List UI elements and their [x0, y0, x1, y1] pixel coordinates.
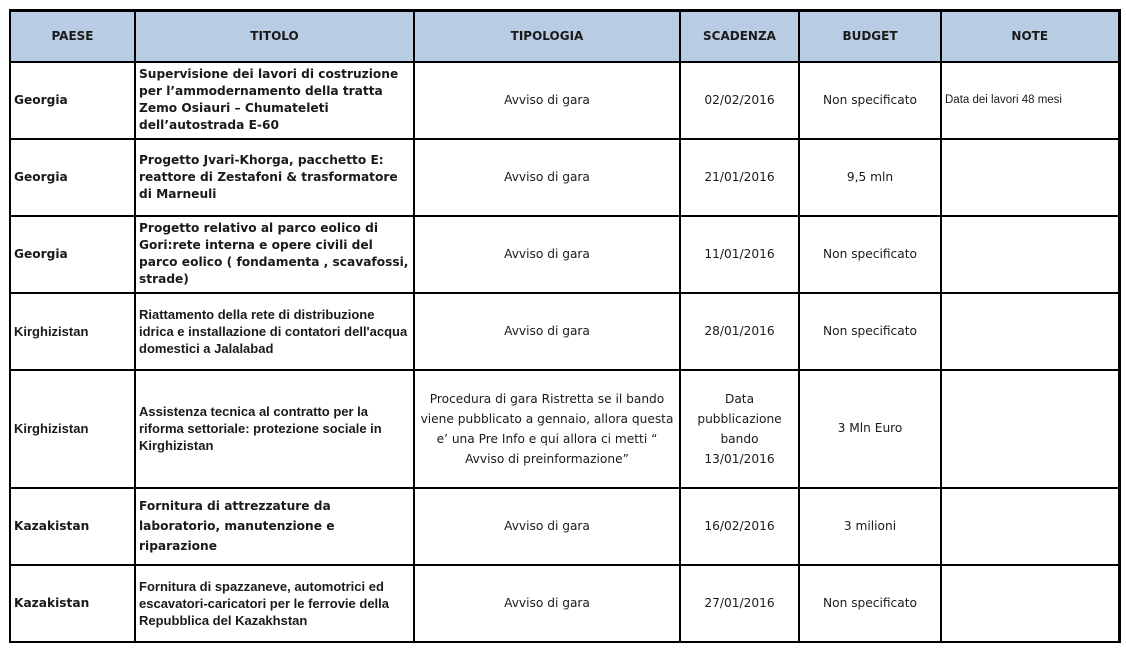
header-note: NOTE — [941, 11, 1119, 62]
header-paese: PAESE — [10, 11, 135, 62]
table-row — [10, 370, 1119, 488]
cell-titolo: Fornitura di attrezzature da laboratorio, manutenzione e riparazione — [135, 488, 414, 565]
cell-note: Data dei lavori 48 mesi — [941, 62, 1119, 139]
cell-budget: 3 milioni — [799, 488, 941, 565]
cell-scadenza: 11/01/2016 — [680, 216, 799, 293]
table-row — [10, 139, 1119, 216]
cell-tipologia: Avviso di gara — [414, 139, 680, 216]
cell-scadenza: 16/02/2016 — [680, 488, 799, 565]
cell-titolo: Assistenza tecnica al contratto per la riforma settoriale: protezione sociale in Kirghizistan — [135, 370, 414, 488]
header-titolo: TITOLO — [135, 11, 414, 62]
cell-scadenza: 02/02/2016 — [680, 62, 799, 139]
cell-paese: Georgia — [10, 139, 135, 216]
table-row — [10, 62, 1119, 139]
cell-note — [941, 293, 1119, 370]
header-budget: BUDGET — [799, 11, 941, 62]
cell-budget: 3 Mln Euro — [799, 370, 941, 488]
cell-titolo: Fornitura di spazzaneve, automotrici ed escavatori-caricatori per le ferrovie della Repubblica del Kazakhstan — [135, 565, 414, 642]
cell-paese: Georgia — [10, 216, 135, 293]
cell-scadenza: 27/01/2016 — [680, 565, 799, 642]
cell-budget: Non specificato — [799, 565, 941, 642]
tenders-table — [9, 9, 1121, 643]
cell-tipologia: Avviso di gara — [414, 62, 680, 139]
cell-paese: Kirghizistan — [10, 370, 135, 488]
cell-note — [941, 488, 1119, 565]
cell-note — [941, 216, 1119, 293]
cell-scadenza: Data pubblicazione bando 13/01/2016 — [680, 370, 799, 488]
cell-titolo: Progetto relativo al parco eolico di Gori:rete interna e opere civili del parco eolico ( fondamenta , scavafossi, strade) — [135, 216, 414, 293]
table-row — [10, 488, 1119, 565]
header-scadenza: SCADENZA — [680, 11, 799, 62]
cell-tipologia: Avviso di gara — [414, 216, 680, 293]
header-tipologia: TIPOLOGIA — [414, 11, 680, 62]
table-row — [10, 216, 1119, 293]
cell-budget: Non specificato — [799, 293, 941, 370]
cell-tipologia: Avviso di gara — [414, 293, 680, 370]
cell-note — [941, 565, 1119, 642]
cell-paese: Kazakistan — [10, 565, 135, 642]
cell-note — [941, 139, 1119, 216]
cell-note — [941, 370, 1119, 488]
header-row — [10, 11, 1119, 62]
table-row — [10, 565, 1119, 642]
cell-budget: Non specificato — [799, 216, 941, 293]
cell-tipologia: Avviso di gara — [414, 565, 680, 642]
cell-paese: Kazakistan — [10, 488, 135, 565]
cell-scadenza: 21/01/2016 — [680, 139, 799, 216]
cell-titolo: Progetto Jvari-Khorga, pacchetto E: reattore di Zestafoni & trasformatore di Marneuli — [135, 139, 414, 216]
cell-paese: Kirghizistan — [10, 293, 135, 370]
cell-paese: Georgia — [10, 62, 135, 139]
table-row — [10, 293, 1119, 370]
cell-budget: 9,5 mln — [799, 139, 941, 216]
cell-tipologia: Procedura di gara Ristretta se il bando viene pubblicato a gennaio, allora questa e’ una Pre Info e qui allora ci metti “ Avviso di preinformazione” — [414, 370, 680, 488]
cell-tipologia: Avviso di gara — [414, 488, 680, 565]
cell-scadenza: 28/01/2016 — [680, 293, 799, 370]
cell-budget: Non specificato — [799, 62, 941, 139]
cell-titolo: Riattamento della rete di distribuzione idrica e installazione di contatori dell'acqua domestici a Jalalabad — [135, 293, 414, 370]
cell-titolo: Supervisione dei lavori di costruzione per l’ammodernamento della tratta Zemo Osiauri – Chumateleti dell’autostrada E-60 — [135, 62, 414, 139]
